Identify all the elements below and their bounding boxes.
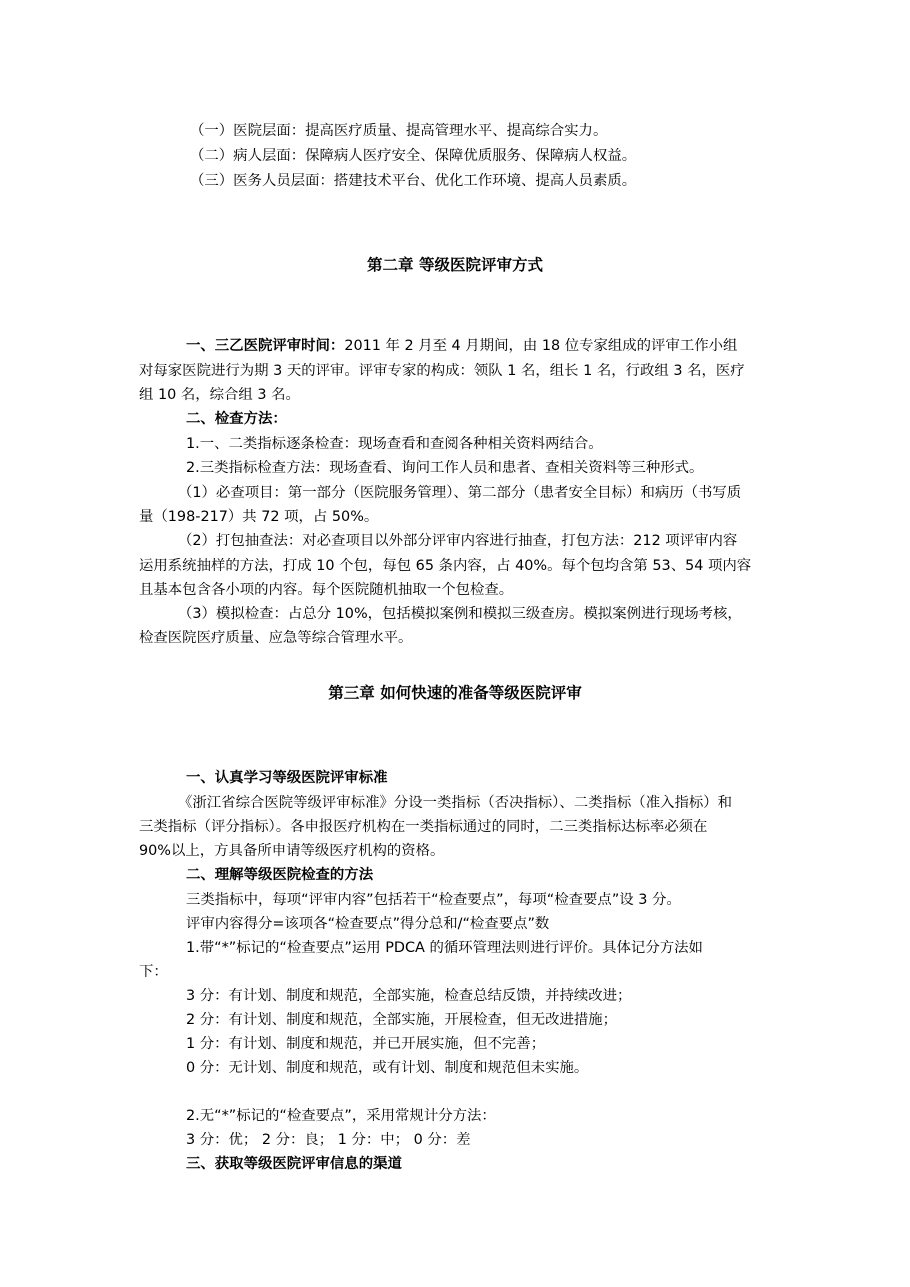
topic-1-line-1: 《浙江省综合医院等级评审标准》分设一类指标（否决指标）、二类指标（准入指标）和 [178, 795, 733, 811]
topic-3-heading: 三、获取等级医院评审信息的渠道 [186, 1156, 402, 1172]
section-1-line-1 [186, 336, 737, 356]
method-4-line-2: 运用系统抽样的方法，打成 10 个包，每包 65 条内容，占 40%。每个包均含第 53、54 项内容 [139, 558, 752, 574]
score-3-rule: 3 分：有计划、制度和规范，全部实施，检查总结反馈，并持续改进； [186, 988, 632, 1004]
chapter-3-title: 第三章 如何快速的准备等级医院评审 [328, 684, 582, 702]
method-1: 1.一、二类指标逐条检查：现场查看和查阅各种相关资料两结合。 [186, 436, 603, 452]
topic-2-line-5: 2.无“*”标记的“检查要点”，采用常规计分方法： [186, 1108, 496, 1124]
score-1-rule: 1 分：有计划、制度和规范，并已开展实施，但不完善； [186, 1036, 546, 1052]
section-1-line-2: 对每家医院进行为期 3 天的评审。评审专家的构成：领队 1 名，组长 1 名，行政组 3 名，医疗 [139, 363, 745, 379]
topic-1-heading: 一、认真学习等级医院评审标准 [186, 770, 388, 786]
goal-line-staff: （三）医务人员层面：搭建技术平台、优化工作环境、提高人员素质。 [190, 173, 637, 189]
method-4-line-3: 且基本包含各小项的内容。每个医院随机抽取一个包检查。 [139, 582, 514, 598]
score-0-rule: 0 分：无计划、制度和规范，或有计划、制度和规范但未实施。 [186, 1060, 589, 1076]
topic-1-line-3: 90%以上，方具备所申请等级医疗机构的资格。 [139, 843, 445, 859]
topic-2-heading: 二、理解等级医院检查的方法 [186, 867, 374, 883]
goal-line-hospital: （一）医院层面：提高医疗质量、提高管理水平、提高综合实力。 [190, 123, 608, 139]
method-5-line-2: 检查医院医疗质量、应急等综合管理水平。 [139, 630, 413, 646]
method-4-line-1: （2）打包抽查法：对必查项目以外部分评审内容进行抽查，打包方法：212 项评审内容 [178, 533, 738, 549]
method-5-line-1: （3）模拟检查：占总分 10%，包括模拟案例和模拟三级查房。模拟案例进行现场考核， [178, 606, 742, 622]
goal-line-patient: （二）病人层面：保障病人医疗安全、保障优质服务、保障病人权益。 [190, 148, 637, 164]
score-2-rule: 2 分：有计划、制度和规范，全部实施，开展检查，但无改进措施； [186, 1012, 618, 1028]
section-2-heading: 二、检查方法： [186, 411, 287, 427]
topic-2-line-4: 下： [139, 964, 168, 980]
section-1-text: 2011 年 2 月至 4 月期间，由 18 位专家组成的评审工作小组 [344, 338, 738, 354]
topic-1-line-2: 三类指标（评分指标）。各申报医疗机构在一类指标通过的同时，二三类指标达标率必须在 [139, 819, 708, 835]
topic-2-line-2: 评审内容得分=该项各“检查要点”得分总和/“检查要点”数 [186, 916, 550, 932]
method-2: 2.三类指标检查方法：现场查看、询问工作人员和患者、查相关资料等三种形式。 [186, 460, 704, 476]
section-1-line-3: 组 10 名，综合组 3 名。 [139, 387, 300, 403]
topic-2-line-6: 3 分：优； 2 分：良； 1 分：中； 0 分：差 [186, 1132, 471, 1148]
section-1-heading: 一、三乙医院评审时间： [186, 338, 345, 354]
method-3-line-1: （1）必查项目：第一部分（医院服务管理）、第二部分（患者安全目标）和病历（书写质 [178, 485, 742, 501]
topic-2-line-3: 1.带“*”标记的“检查要点”运用 PDCA 的循环管理法则进行评价。具体记分方法如 [186, 940, 703, 956]
method-3-line-2: 量（198-217）共 72 项，占 50%。 [139, 509, 379, 525]
chapter-2-title: 第二章 等级医院评审方式 [367, 256, 543, 274]
topic-2-line-1: 三类指标中，每项“评审内容”包括若干“检查要点”，每项“检查要点”设 3 分。 [186, 892, 681, 908]
